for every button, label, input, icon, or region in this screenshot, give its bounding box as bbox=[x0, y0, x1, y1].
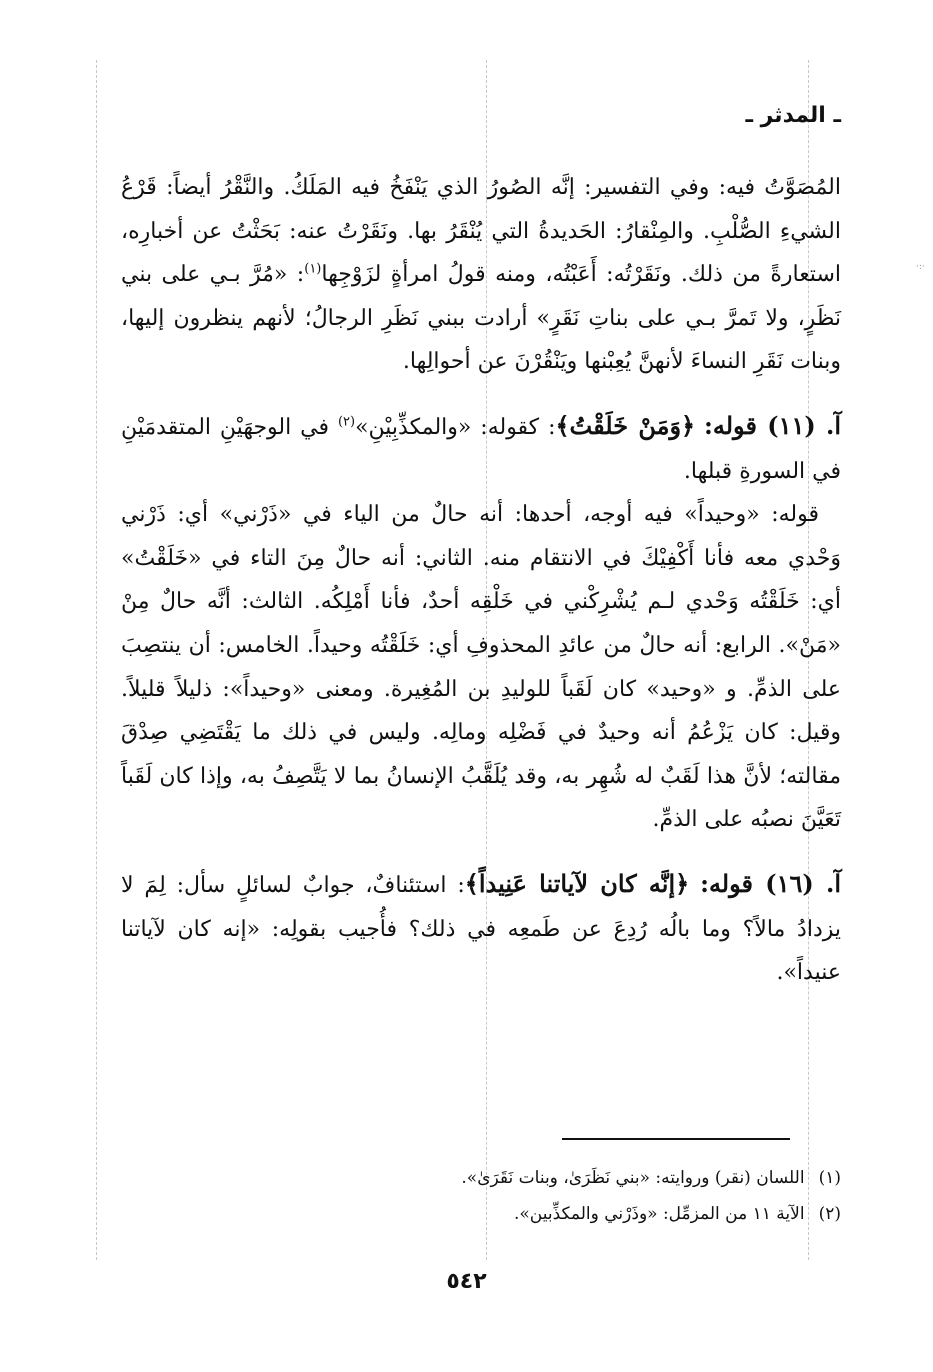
paragraph-2: قوله: «وحيداً» فيه أوجه، أحدها: أنه حالٌ من الياء في «ذَرْني» أي: ذَرْني وَحْدي معه فأنا أَكْفِيْكَ في الانتقام منه. الثاني: أنه حالٌ مِنَ التاء في «خَلَقْتُ» أي: خَلَقْتُه وَحْدي لـم يُشْرِكْني في خَلْقِه أحدٌ، فأنا أَمْلِكُه. الثالث: أنَّه حالٌ مِنْ «مَنْ». الرابع: أنه حالٌ من عائدِ المحذوفِ أي: خَلَقْتُه وحيداً. الخامس: أن ينتصِبَ على الذمِّ. و «وحيد» كان لَقَباً للوليدِ بن المُغِيرة. ومعنى «وحيداً»: ذليلاً قليلاً. وقيل: كان يَزْعُمُ أنه وحيدٌ في فَضْلِه ومالِه. وليس في ذلك ما يَقْتَضِي صِدْقَ مقالته؛ لأنَّ هذا لَقَبٌ له شُهِر به، وقد يُلَقَّبُ الإنسانُ بما لا يَتَّصِفُ به، وإذا كان لَقَباً تَعَيَّنَ نصبُه على الذمِّ. bbox=[121, 502, 841, 833]
footnote-1 bbox=[121, 1160, 841, 1196]
verse-16-commentary bbox=[121, 862, 841, 995]
paragraph-1 bbox=[121, 166, 841, 384]
paragraph-1-text: المُصَوَّتُ فيه: وفي التفسير: إنَّه الصُورُ الذي يَنْفَخُ فيه المَلَكُ. والنَّقْرُ أيضاً: قَرْعُ الشيءِ الصُّلْبِ. والمِنْقارُ: الحَديدةُ التي يُنْقَرُ بها. ونَقَرْتُ عنه: بَحَثْتُ عن أخبارِه، استعارةً من ذلك. ونَقَرْتُه: أَعَبْتُه، ومنه قولُ امرأةٍ لزَوْجِها bbox=[121, 175, 841, 288]
verse-11-text: : كقوله: «والمكذِّبِيْنِ» bbox=[355, 414, 556, 440]
footnote-2-text: الآية ١١ من المزمِّل: «وذَرْني والمكذِّبين». bbox=[514, 1204, 805, 1224]
verse-11-commentary bbox=[121, 404, 841, 493]
verse-11-ref: آ. (١١) قوله: bbox=[704, 410, 841, 440]
footnote-ref-1[interactable]: (١) bbox=[304, 261, 322, 277]
body-text bbox=[121, 166, 841, 995]
footnote-2 bbox=[121, 1196, 841, 1232]
footnote-1-text: اللسان (نقر) وروايته: «بني نَظَرَىٰ، وبنات نَقَرَىٰ». bbox=[461, 1168, 805, 1188]
verse-11-end: في الوجهَيْنِ المتقدمَيْنِ في السورةِ قبلها. bbox=[121, 414, 841, 484]
scan-speck: ·:· bbox=[916, 262, 925, 272]
verse-16-quote: ﴿إنَّه كان لآياتنا عَنِيداً﴾ bbox=[464, 868, 690, 898]
verse-11-quote: ﴿وَمَنْ خَلَقْتُ﴾ bbox=[555, 410, 696, 440]
footnote-divider bbox=[562, 1138, 790, 1140]
footnote-ref-2[interactable]: (٢) bbox=[337, 414, 356, 430]
page-number: ٥٤٢ bbox=[446, 1269, 487, 1294]
verse-16-text: : استئنافٌ، جوابٌ لسائلٍ سأل: لِمَ لا يزدادُ مالاً؟ وما بالُه رُدِعَ عن طَمعِه في ذلك؟ فأُجيب بقولِه: «إنه كان لآياتنا عنيداً». bbox=[121, 872, 841, 986]
footnote-1-number: (١) bbox=[818, 1168, 841, 1188]
scan-guide-line bbox=[96, 60, 97, 1260]
verse-16-ref: آ. (١٦) قوله: bbox=[700, 868, 841, 898]
footnotes bbox=[121, 1160, 841, 1232]
footnote-2-number: (٢) bbox=[818, 1204, 841, 1224]
paragraph-1-end: : «مُرَّ بـي على بني نَظَرٍ، ولا تَمرَّ بـي على بناتِ نَقَرٍ» أرادت ببني نَظَرِ الرجالُ؛ لأنهم ينظرون إليها، وبنات نَقَرِ النساءَ لأنهنَّ يُعِبْنها ويَنْقُرْنَ عن أحوالِها. bbox=[121, 262, 841, 375]
running-header: ـ المدثر ـ bbox=[745, 103, 841, 128]
